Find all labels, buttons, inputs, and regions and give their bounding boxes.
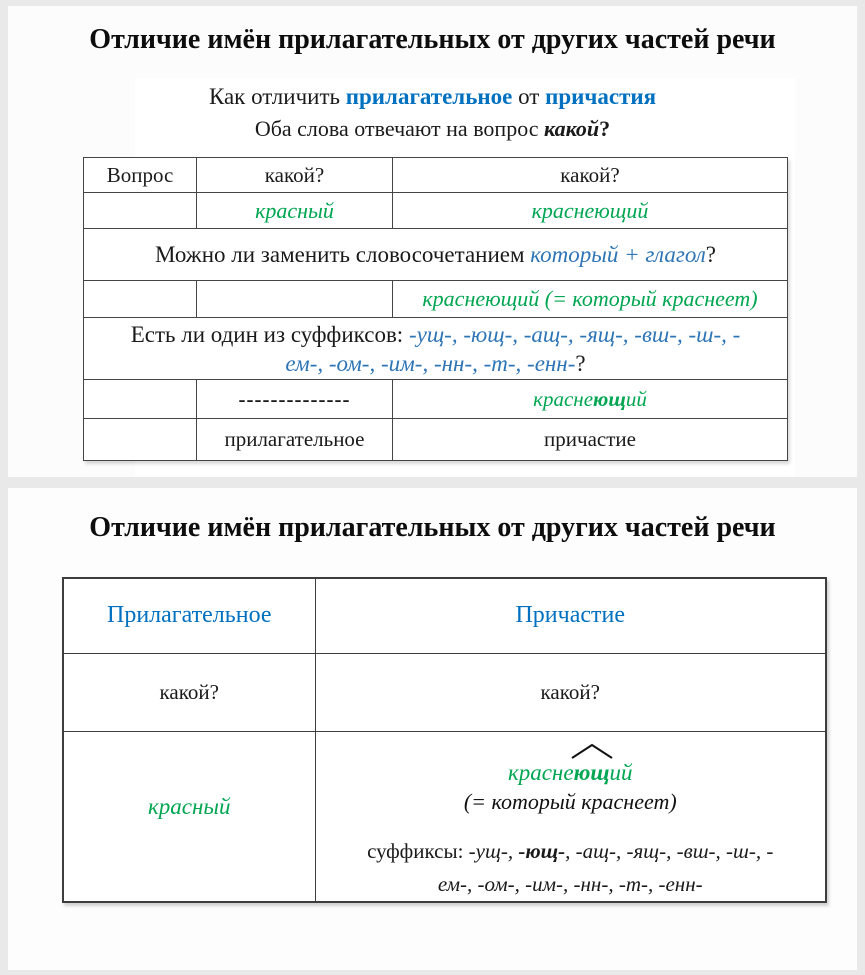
suffix-caret-icon: [570, 743, 614, 759]
suffix-run-3: ем-, -ом-, -им-, -нн-, -т-, -енн-: [437, 871, 703, 896]
conclusion-adjective-cell: прилагательное: [197, 419, 393, 461]
word-suffix-with-caret: [574, 760, 610, 786]
table1-row-suffix-example: [84, 380, 788, 419]
question-label-cell: Вопрос: [84, 158, 197, 193]
table1-row-replace-question: [84, 229, 788, 281]
question-line-word: какой: [544, 116, 600, 141]
empty-cell: [84, 281, 197, 318]
question-line-text: Оба слова отвечают на вопрос: [254, 116, 545, 141]
participle-gloss: (= который краснеет): [463, 788, 677, 814]
subtitle-participle: причастия: [545, 84, 657, 109]
empty-cell: [84, 193, 197, 229]
slide-panel-1: [8, 6, 857, 477]
word-suffix: ющ: [573, 759, 610, 785]
suffix-example-cell: [393, 380, 788, 419]
participle-question-cell: какой?: [315, 653, 826, 731]
replace-question-mark: ?: [705, 241, 716, 267]
replace-question-phrase: который + глагол: [530, 241, 706, 267]
suffix-list-line1: -ущ-, -ющ-, -ащ-, -ящ-, -вш-, -ш-, -: [408, 321, 741, 347]
replace-question-cell: [84, 229, 788, 281]
slide-1-question-line: [8, 116, 857, 142]
table1-row-replace-example: [84, 281, 788, 318]
replace-question-text: Можно ли заменить словосочетанием: [155, 241, 531, 267]
table1-row-suffix-question: [84, 318, 788, 380]
empty-cell: [84, 380, 197, 419]
suffix-label: суффиксы:: [367, 838, 469, 863]
word-start: красне: [533, 386, 594, 411]
participle-word: [320, 760, 822, 786]
suffix-run-bold: -ющ-: [518, 838, 566, 863]
adjective-question-cell: какой?: [197, 158, 393, 193]
suffix-run-2: , -ащ-, -ящ-, -вш-, -ш-, -: [565, 838, 774, 863]
slide-1-page-title: Отличие имён прилагательных от других частей речи: [89, 24, 776, 55]
table1-row-conclusion: [84, 419, 788, 461]
suffix-question-text: Есть ли один из суффиксов:: [130, 321, 409, 347]
suffix-list-line2: ем-, -ом-, -им-, -нн-, -т-, -енн-: [285, 350, 576, 376]
conclusion-participle-cell: причастие: [393, 419, 788, 461]
comparison-table-2: [62, 577, 827, 903]
empty-cell: [84, 419, 197, 461]
slide-2-page-title: Отличие имён прилагательных от других частей речи: [89, 512, 776, 543]
suffix-run-1: -ущ-,: [468, 838, 519, 863]
adjective-example-cell: красный: [63, 731, 315, 902]
subtitle-adjective: прилагательное: [345, 84, 513, 109]
table2-examples-row: [63, 731, 826, 902]
header-adjective-cell: Прилагательное: [63, 578, 315, 653]
suffix-question-cell: [84, 318, 788, 380]
question-line-mark: ?: [599, 116, 611, 141]
word-suffix: ющ: [593, 386, 626, 411]
no-suffix-dashes: --------------: [197, 380, 393, 419]
word-end: ий: [609, 759, 633, 785]
suffix-list: [320, 835, 822, 901]
table2-question-row: [63, 653, 826, 731]
adjective-question-cell: какой?: [63, 653, 315, 731]
slide-panel-2: [8, 488, 857, 970]
participle-example-cell: краснеющий: [393, 193, 788, 229]
table2-header-row: [63, 578, 826, 653]
table1-row-examples: [84, 193, 788, 229]
replace-example-cell: краснеющий (= который краснеет): [393, 281, 788, 318]
header-participle-cell: Причастие: [315, 578, 826, 653]
empty-cell: [197, 281, 393, 318]
subtitle-text-mid: от: [512, 84, 546, 109]
table1-row-question: [84, 158, 788, 193]
adjective-example-cell: красный: [197, 193, 393, 229]
participle-example-cell: [315, 731, 826, 902]
subtitle-text: Как отличить: [208, 84, 346, 109]
suffix-question-mark: ?: [575, 350, 586, 376]
slide-1-subtitle: [8, 84, 857, 110]
word-start: красне: [507, 759, 574, 785]
participle-question-cell: какой?: [393, 158, 788, 193]
word-end: ий: [625, 386, 647, 411]
comparison-table-1: [83, 157, 788, 461]
